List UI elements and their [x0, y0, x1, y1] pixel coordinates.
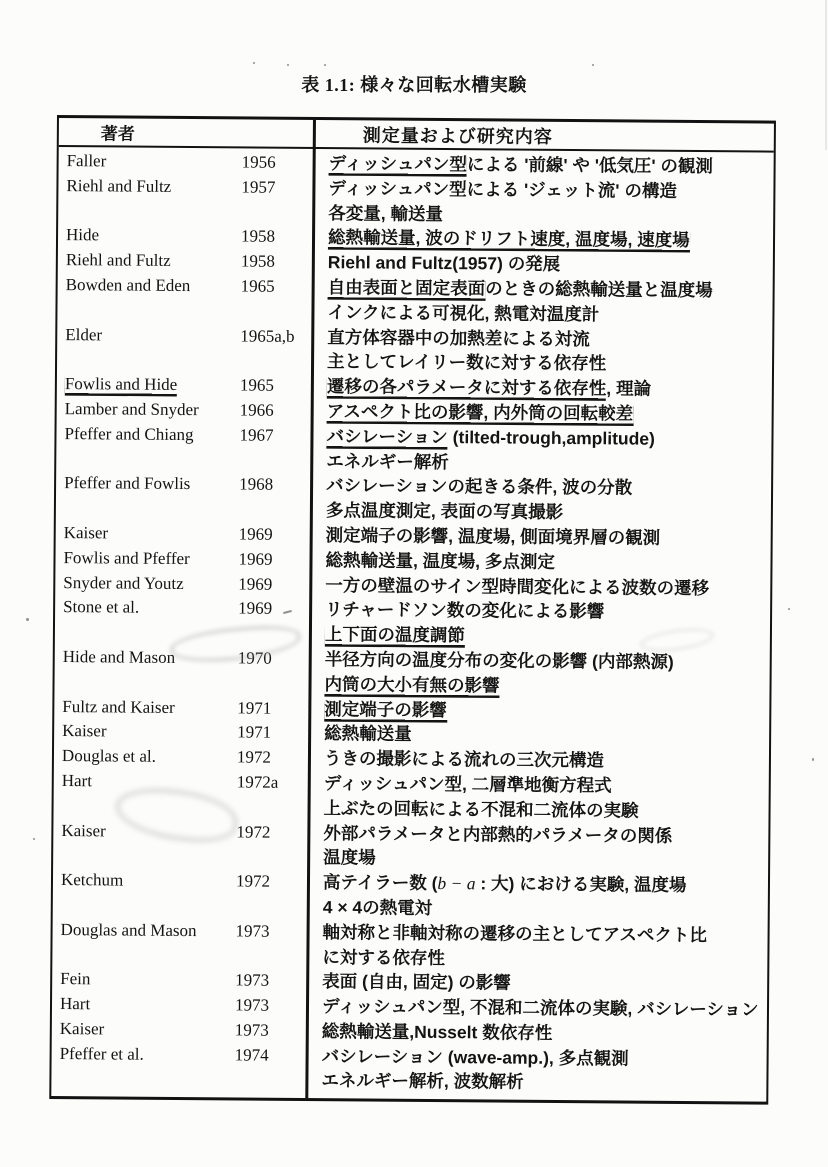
publication-year: 1969	[238, 573, 273, 594]
author-name: Hart	[61, 770, 93, 791]
content-segment: 高テイラー数 (	[322, 872, 438, 894]
content-segment: 測定端子の影響	[324, 698, 447, 720]
publication-year: 1965	[239, 375, 274, 395]
content-cell	[311, 597, 770, 650]
publication-year: 1972a	[236, 772, 279, 792]
author-name: Ketchum	[60, 870, 124, 890]
author-name: Riehl and Fultz	[65, 250, 171, 271]
content-line	[324, 746, 767, 774]
table-row	[57, 323, 772, 378]
content-segment: , 理論	[606, 378, 652, 399]
publication-year: 1966	[239, 400, 274, 420]
content-segment: 自由表面と固定表面	[327, 277, 486, 299]
author-cell	[52, 967, 308, 994]
content-cell	[312, 523, 771, 551]
scan-edge-artifact	[825, 0, 827, 150]
author-cell	[55, 595, 311, 622]
author-name: Hart	[59, 994, 91, 1014]
content-segment: ディッシュパン型, 二層準地衡方程式	[323, 773, 612, 796]
content-line	[326, 424, 769, 452]
content-line	[323, 870, 766, 898]
content-segment: による '前線' や '低気圧' の観測	[466, 154, 714, 177]
content-cell	[311, 548, 770, 576]
content-line	[326, 449, 769, 477]
content-segment: 内筒の大小有無の影響	[324, 673, 500, 696]
author-name: Fultz and Kaiser	[62, 696, 175, 717]
scan-speck	[26, 618, 29, 621]
content-segment: インクによる可視化, 熱電対温度計	[327, 301, 600, 325]
content-line	[326, 523, 769, 551]
author-cell	[55, 645, 311, 672]
author-name: Kaiser	[61, 820, 106, 840]
content-line	[326, 473, 769, 501]
content-line	[327, 399, 770, 427]
publication-year: 1973	[234, 1020, 269, 1040]
content-segment: 直方体容器中の加熱差による対流	[327, 326, 590, 349]
content-cell	[310, 721, 769, 749]
content-line	[327, 374, 770, 402]
content-cell	[308, 920, 767, 973]
content-segment: 総熱輸送量, 波のドリフト速度, 温度場, 速度場	[327, 227, 690, 251]
author-name: Douglas and Mason	[60, 919, 197, 940]
content-cell	[314, 250, 773, 278]
content-segment: エネルギー解析	[326, 450, 449, 472]
content-line	[323, 796, 766, 824]
author-name: Faller	[66, 151, 107, 171]
content-segment: のときの総熱輸送量と温度場	[485, 278, 713, 301]
table-row	[56, 422, 771, 477]
table-row	[58, 174, 773, 229]
publication-year: 1970	[237, 648, 272, 668]
publication-year: 1971	[237, 697, 272, 718]
content-line	[327, 350, 770, 378]
content-segment: ディッシュパン型	[328, 153, 467, 175]
content-line	[329, 151, 772, 179]
content-segment: 温度場	[323, 847, 376, 868]
author-name: Hide and Mason	[62, 646, 176, 667]
author-name: Pfeffer et al.	[59, 1043, 144, 1064]
content-segment: 多点温度測定, 表面の写真撮影	[325, 500, 564, 523]
content-segment: 表面 (自由, 固定) の影響	[322, 971, 511, 993]
author-cell	[58, 273, 314, 300]
publication-year: 1956	[241, 152, 276, 172]
publication-year: 1957	[241, 177, 276, 197]
table-row	[52, 918, 767, 973]
publication-year: 1965a,b	[240, 326, 295, 346]
content-cell	[314, 225, 773, 253]
scan-speck	[287, 64, 289, 66]
content-line	[325, 573, 768, 601]
publication-year: 1969	[238, 524, 273, 544]
column-header-content: 測定量および研究内容	[362, 124, 553, 147]
content-cell	[311, 573, 770, 601]
content-line	[328, 176, 771, 204]
publication-year: 1965	[240, 276, 275, 296]
content-segment: バシレーションの起きる条件, 波の分散	[326, 475, 633, 498]
content-line	[322, 1019, 765, 1047]
author-name: Douglas et al.	[61, 746, 156, 766]
content-segment: ディッシュパン型による 'ジェット流' の構造	[328, 177, 677, 201]
content-cell	[310, 746, 769, 774]
content-cell	[313, 374, 772, 402]
content-cell	[310, 697, 769, 725]
author-name: Riehl and Fultz	[66, 175, 172, 196]
column-header-author: 著者	[100, 124, 135, 144]
content-segment: 外部パラメータと内部熱的パラメータの関係	[323, 822, 673, 846]
scan-speck	[33, 838, 35, 840]
table-row	[53, 769, 768, 824]
author-name: Fowlis and Pfeffer	[63, 547, 190, 568]
content-line	[325, 597, 768, 625]
content-segment: 一方の壁温のサイン型時間変化による波数の遷移	[325, 574, 710, 598]
content-cell	[314, 176, 773, 229]
publication-year: 1972	[235, 871, 271, 891]
table-row	[53, 868, 768, 923]
content-cell	[309, 870, 768, 923]
author-cell	[52, 1042, 308, 1069]
author-cell	[56, 521, 312, 548]
content-line	[327, 325, 770, 353]
content-segment: バシレーション	[326, 425, 448, 447]
author-name: Hide	[65, 225, 100, 245]
content-segment: 半径方向の温度分布の変化の影響 (内部熱源)	[324, 649, 674, 672]
table-row	[57, 273, 772, 328]
content-segment: うきの撮影による流れの三次元構造	[323, 748, 605, 771]
author-cell	[55, 546, 311, 573]
content-line	[328, 275, 771, 303]
content-line	[328, 226, 771, 254]
author-name: Elder	[65, 324, 103, 344]
content-segment: リチャードソン数の変化による影響	[325, 599, 605, 622]
author-name: Pfeffer and Fowlis	[64, 473, 191, 494]
author-name: Snyder and Youtz	[63, 572, 184, 593]
content-line	[324, 771, 767, 799]
content-segment: 4 × 4の熱電対	[322, 897, 433, 918]
content-cell	[308, 969, 767, 997]
author-name: Pfeffer and Chiang	[64, 423, 194, 444]
content-segment: 総熱輸送量	[324, 723, 412, 745]
author-cell	[54, 695, 310, 722]
author-cell	[54, 719, 310, 746]
table-caption: 表 1.1: 様々な回転水槽実験	[301, 75, 527, 95]
publication-year: 1969	[238, 598, 273, 619]
author-cell	[52, 1017, 308, 1044]
scan-speck	[324, 64, 326, 66]
content-line	[322, 994, 765, 1022]
publication-year: 1958	[240, 251, 275, 271]
content-cell	[315, 151, 774, 179]
publication-year: 1972	[236, 747, 272, 767]
content-segment: ディッシュパン型, 不混和二流体の実験, バシレーション	[321, 996, 759, 1020]
table-row	[51, 1042, 766, 1097]
publication-year: 1968	[239, 474, 274, 495]
author-cell	[54, 769, 310, 796]
content-line	[322, 920, 765, 948]
publication-year: 1958	[240, 226, 276, 247]
content-segment: (tilted-trough,amplitude)	[447, 426, 655, 449]
content-segment: 総熱輸送量,Nusselt 数依存性	[321, 1020, 553, 1043]
author-cell	[57, 397, 313, 424]
content-line	[321, 1069, 764, 1097]
author-cell	[57, 323, 313, 350]
author-cell	[54, 744, 310, 771]
content-cell	[312, 424, 771, 477]
content-line	[324, 721, 767, 749]
content-segment: 各変量, 輸送量	[328, 202, 444, 224]
content-line	[325, 622, 768, 650]
content-segment: 遷移の各パラメータに対する依存性	[326, 376, 607, 399]
table-row	[55, 595, 770, 650]
content-line	[326, 498, 769, 526]
content-segment: 上下面の温度調節	[324, 624, 466, 646]
publication-year: 1969	[238, 549, 273, 569]
content-line	[322, 1044, 765, 1072]
content-segment: 測定端子の影響, 温度場, 側面境界層の観測	[325, 525, 661, 548]
content-line	[327, 300, 770, 328]
content-segment: アスペクト比の影響, 内外筒の回転較差	[326, 401, 634, 424]
content-cell	[309, 771, 768, 824]
experiments-table	[49, 115, 776, 1105]
scan-speck	[592, 64, 594, 66]
publication-year: 1967	[239, 425, 274, 445]
table-body	[51, 147, 773, 1102]
content-cell	[313, 325, 772, 378]
scan-speck	[253, 62, 255, 64]
author-name: Bowden and Eden	[65, 275, 191, 296]
author-cell	[53, 868, 309, 895]
author-cell	[53, 819, 309, 846]
content-cell	[312, 473, 771, 526]
content-segment: 上ぶたの回転による不混和二流体の実験	[323, 797, 639, 821]
content-line	[323, 821, 766, 849]
author-cell	[59, 149, 315, 176]
content-segment: に対する依存性	[322, 946, 445, 968]
content-line	[323, 895, 766, 923]
publication-year: 1973	[235, 970, 270, 990]
content-segment: 主としてレイリー数に対する依存性	[326, 351, 607, 374]
author-name: Fowlis and Hide	[64, 374, 178, 395]
author-name: Stone et al.	[63, 597, 140, 618]
publication-year: 1974	[234, 1045, 269, 1065]
author-cell	[58, 223, 314, 250]
content-segment: バシレーション (wave-amp.), 多点観測	[321, 1045, 629, 1069]
publication-year: 1973	[235, 921, 270, 941]
table-row	[56, 471, 771, 526]
author-name: Fein	[60, 969, 91, 989]
content-cell	[310, 647, 769, 700]
author-cell	[52, 992, 308, 1019]
publication-year: 1973	[234, 995, 270, 1015]
content-segment: エネルギー解析, 波数解析	[321, 1070, 524, 1093]
table-row	[54, 645, 769, 700]
author-name: Kaiser	[63, 523, 109, 543]
content-line	[328, 250, 771, 278]
author-cell	[57, 372, 313, 399]
content-cell	[308, 1019, 767, 1047]
content-segment: 軸対称と非軸対称の遷移の主としてアスペクト比	[322, 921, 707, 945]
content-line	[324, 672, 767, 700]
content-line	[324, 697, 767, 725]
author-name: Kaiser	[62, 721, 107, 741]
content-line	[328, 201, 771, 229]
author-name: Kaiser	[59, 1018, 105, 1039]
author-cell	[53, 918, 309, 945]
content-segment: b − a	[437, 873, 476, 894]
author-cell	[56, 471, 312, 498]
content-cell	[308, 994, 767, 1022]
content-cell	[313, 275, 772, 328]
content-segment: Riehl and Fultz(1957) の発展	[327, 252, 561, 275]
author-cell	[56, 422, 312, 449]
scan-speck	[788, 608, 790, 610]
content-cell	[309, 821, 768, 874]
publication-year: 1972	[236, 821, 271, 842]
scan-speck	[812, 758, 814, 761]
author-cell	[55, 571, 311, 598]
content-line	[325, 647, 768, 675]
author-cell	[58, 248, 314, 275]
table-row	[53, 819, 768, 874]
content-cell	[313, 399, 772, 427]
content-segment: 総熱輸送量, 温度場, 多点測定	[325, 549, 556, 572]
content-line	[322, 945, 765, 973]
content-cell	[307, 1044, 766, 1097]
author-name: Lamber and Snyder	[64, 399, 199, 420]
publication-year: 1971	[237, 722, 272, 743]
content-line	[322, 969, 765, 997]
content-line	[323, 845, 766, 873]
author-cell	[58, 174, 314, 201]
content-segment: : 大) における実験, 温度場	[475, 873, 687, 896]
content-line	[325, 548, 768, 576]
